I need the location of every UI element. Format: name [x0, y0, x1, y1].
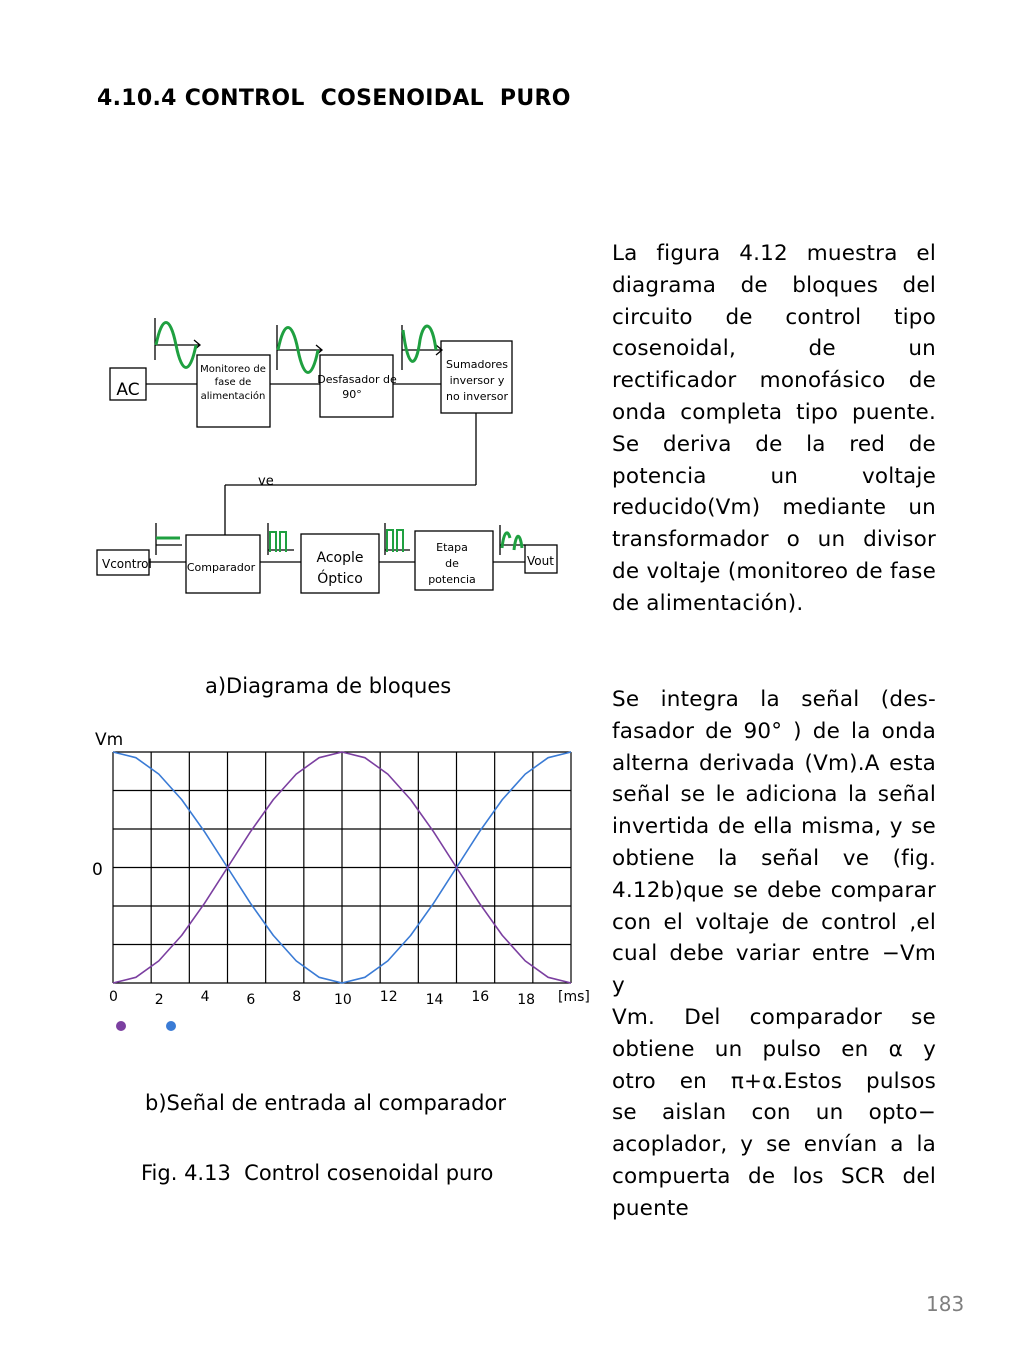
section-heading: 4.10.4 CONTROL COSENOIDAL PURO — [97, 86, 571, 111]
sumadores-label-1: Sumadores — [446, 358, 508, 371]
monitoreo-label-1: Monitoreo de — [200, 364, 266, 375]
page-number: 183 — [926, 1292, 965, 1316]
paragraph-line: invertida de ella misma, y se — [612, 814, 936, 840]
paragraph-intro — [612, 238, 936, 620]
x-tick-label: 10 — [334, 992, 352, 1008]
paragraph-line: 4.12b)que se debe comparar — [612, 877, 936, 903]
etapa-label-3: potencia — [428, 573, 476, 586]
paragraph-explanation — [612, 684, 936, 1225]
paragraph-line: con el voltaje de control ,el — [612, 909, 936, 935]
paragraph-line: puente — [612, 1195, 689, 1221]
x-tick-label: 16 — [471, 989, 490, 1005]
x-tick-label: 6 — [246, 992, 256, 1008]
paragraph-line: compuerta de los SCR del — [612, 1163, 936, 1189]
x-tick-label: 12 — [379, 989, 398, 1005]
paragraph-line: se aislan con un opto− — [612, 1100, 936, 1126]
paragraph-line: onda completa tipo puente. — [612, 399, 936, 425]
acople-label-2: Óptico — [317, 571, 363, 587]
paragraph-line: Vm. Del comparador se — [612, 1004, 936, 1030]
paragraph-line: Se deriva de la red de — [612, 431, 936, 457]
paragraph-line: reducido(Vm) mediante un — [612, 495, 936, 521]
monitoreo-label-2: fase de — [214, 377, 252, 388]
paragraph-line: circuito de control tipo — [612, 304, 936, 330]
paragraph-line: rectificador monofásico de — [612, 368, 936, 394]
vout-label: Vout — [527, 554, 554, 568]
legend-marker-purple — [116, 1021, 126, 1031]
paragraph-line: señal se le adiciona la señal — [612, 782, 936, 808]
green-wave-icons — [156, 323, 522, 553]
figure-caption: Fig. 4.13 Control cosenoidal puro — [141, 1161, 494, 1185]
x-tick-label: 4 — [200, 989, 210, 1005]
acople-label-1: Acople — [316, 550, 364, 566]
x-unit-label: [ms] — [558, 989, 590, 1005]
monitoreo-label-3: alimentación — [200, 391, 266, 402]
desfasador-label-2: 90° — [342, 388, 362, 401]
paragraph-line: obtiene la señal ve (fig. — [612, 845, 936, 871]
paragraph-line: fasador de 90° ) de la onda — [612, 718, 936, 744]
y-zero-label: 0 — [92, 860, 103, 880]
y-axis-label: Vm — [95, 730, 124, 750]
sumadores-label-2: inversor y — [449, 374, 505, 387]
paragraph-line: obtiene un pulso en α y — [612, 1036, 936, 1062]
sumadores-label-3: no inversor — [445, 390, 509, 403]
x-tick-label: 2 — [154, 992, 164, 1008]
caption-b: b)Señal de entrada al comparador — [145, 1091, 506, 1115]
comparador-label: Comparador — [186, 561, 256, 574]
caption-a: a)Diagrama de bloques — [205, 674, 452, 698]
block-diagram — [90, 310, 570, 610]
paragraph-line: diagrama de bloques del — [612, 272, 936, 298]
paragraph-line: La figura 4.12 muestra el — [612, 241, 936, 266]
x-tick-label: 14 — [425, 992, 444, 1008]
x-tick-label: 18 — [517, 992, 536, 1008]
paragraph-line: alterna derivada (Vm).A esta — [612, 750, 936, 776]
paragraph-line: otro en π+α.Estos pulsos — [612, 1068, 936, 1094]
vcontrol-label: Vcontrol — [102, 557, 152, 571]
paragraph-line: transformador o un divisor — [612, 527, 936, 553]
desfasador-box — [320, 355, 393, 417]
paragraph-line: cual debe variar entre −Vm y — [612, 941, 936, 999]
paragraph-line: potencia un voltaje — [612, 463, 936, 489]
comparator-input-chart — [90, 725, 610, 1045]
paragraph-line: de alimentación). — [612, 590, 804, 616]
etapa-label-2: de — [445, 557, 459, 570]
x-tick-label: 8 — [292, 989, 302, 1005]
legend-marker-blue — [166, 1021, 176, 1031]
etapa-label-1: Etapa — [436, 541, 468, 554]
desfasador-label-1: Desfasador de — [317, 373, 397, 386]
paragraph-line: Se integra la señal (des- — [612, 687, 936, 712]
ve-label: ve — [258, 474, 274, 489]
paragraph-line: cosenoidal, de un — [612, 336, 936, 362]
x-tick-label: 0 — [109, 989, 118, 1005]
paragraph-line: acoplador, y se envían a la — [612, 1132, 936, 1158]
paragraph-line: de voltaje (monitoreo de fase — [612, 558, 936, 584]
ac-label: AC — [116, 380, 140, 400]
